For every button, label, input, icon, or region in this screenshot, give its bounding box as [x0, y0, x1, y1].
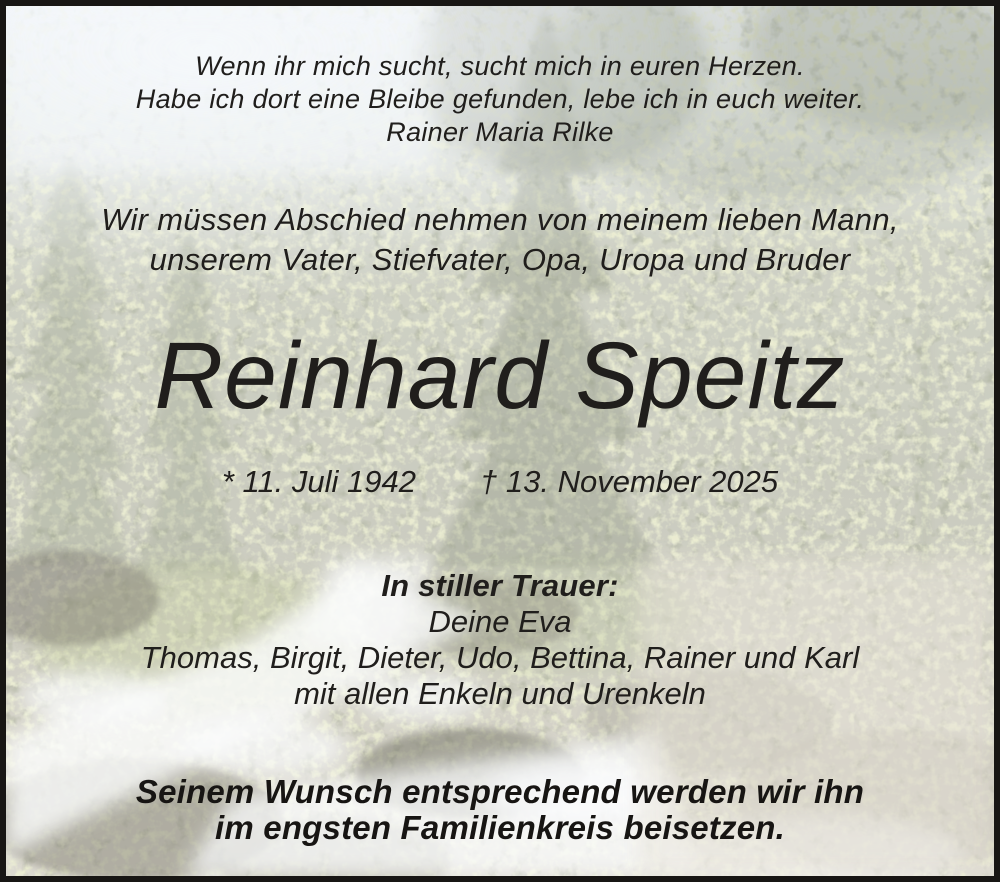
deceased-name: Reinhard Speitz [154, 323, 846, 429]
notice-text [6, 6, 994, 876]
mourner-line-3: mit allen Enkeln und Urenkeln [294, 676, 706, 711]
closing-line-1: Seinem Wunsch entsprechend werden wir ihn [135, 773, 865, 810]
intro-line-2: unserem Vater, Stiefvater, Opa, Uropa und Bruder [149, 242, 851, 277]
quote-line-1: Wenn ihr mich sucht, sucht mich in euren Herzen. [195, 51, 805, 81]
farewell-intro [6, 200, 994, 280]
closing-line-2: im engsten Familienkreis beisetzen. [214, 809, 786, 846]
intro-line-1: Wir müssen Abschied nehmen von meinem lieben Mann, [101, 202, 899, 237]
mourners-heading: In stiller Trauer: [381, 568, 619, 603]
death-date: † 13. November 2025 [480, 464, 779, 499]
memorial-quote [6, 50, 994, 149]
mourner-line-2: Thomas, Birgit, Dieter, Udo, Bettina, Rainer und Karl [140, 640, 860, 675]
quote-line-2: Habe ich dort eine Bleibe gefunden, lebe ich in euch weiter. [135, 84, 865, 114]
birth-date: * 11. Juli 1942 [221, 464, 417, 499]
mourners-block [6, 568, 994, 712]
life-dates [6, 464, 994, 500]
closing-statement [6, 774, 994, 846]
mourner-line-1: Deine Eva [428, 604, 572, 639]
quote-attribution: Rainer Maria Rilke [386, 117, 614, 147]
